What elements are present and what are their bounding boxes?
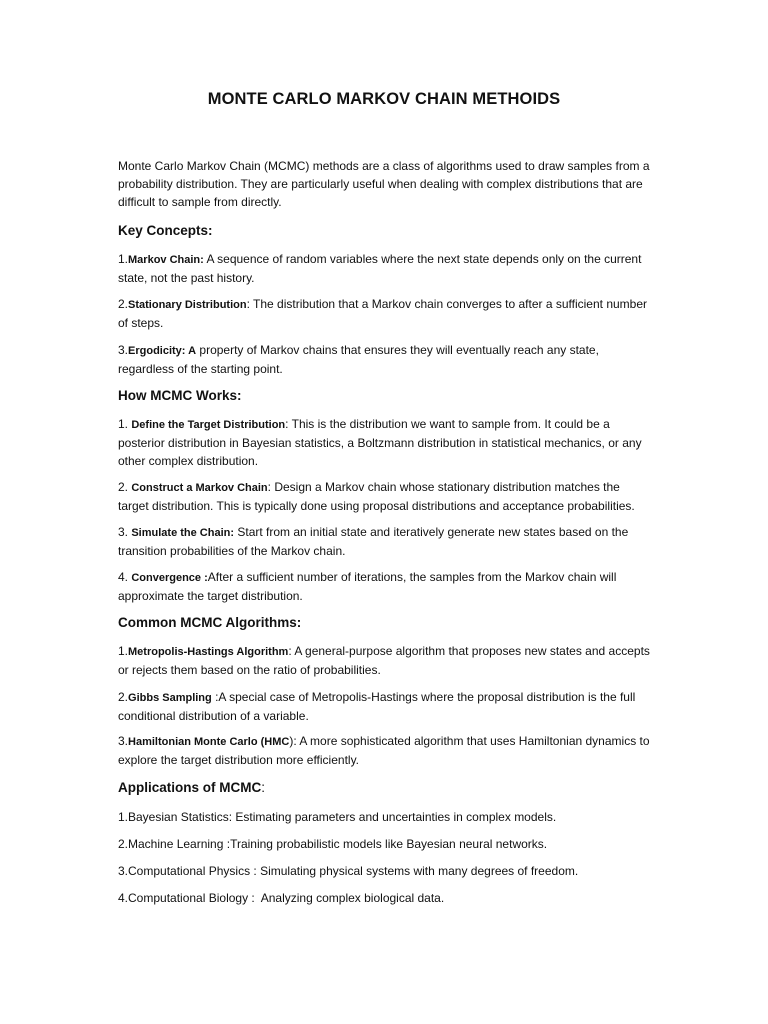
item-text: :A special case of Metropolis-Hastings where the proposal distribution is the full conditional distribution of a variable.: [118, 690, 636, 723]
key-concept-item: [118, 295, 652, 332]
application-item: 1.Bayesian Statistics: Estimating parameters and uncertainties in complex models.: [118, 810, 557, 824]
item-text: ): A more sophisticated algorithm that uses Hamiltonian dynamics to explore the target distribution more efficiently.: [118, 734, 650, 767]
item-number: 2.: [118, 690, 129, 704]
application-item: 2.Machine Learning :Training probabilistic models like Bayesian neural networks.: [118, 837, 548, 851]
item-number: 1.: [118, 644, 129, 658]
how-works-item: [118, 523, 652, 560]
item-term: Construct a Markov Chain: [131, 482, 268, 494]
item-text: Start from an initial state and iteratively generate new states based on the transition probabilities of the Markov chain.: [118, 525, 629, 558]
applications-heading: [118, 780, 265, 795]
item-number: 3.: [118, 525, 132, 539]
how-mcmc-works-heading: How MCMC Works:: [118, 388, 242, 403]
item-term: Markov Chain:: [128, 254, 204, 266]
intro-paragraph: Monte Carlo Markov Chain (MCMC) methods are a class of algorithms used to draw samples from a probability distribution. They are particularly useful when dealing with complex distributions that are difficult to sample from directly.: [118, 159, 650, 209]
item-text: : The distribution that a Markov chain converges to after a sufficient number of steps.: [118, 297, 648, 330]
how-works-item: [118, 415, 652, 470]
item-text: After a sufficient number of iterations, the samples from the Markov chain will approximate the target distribution.: [118, 570, 617, 603]
item-text: A sequence of random variables where the next state depends only on the current state, not the past history.: [118, 252, 642, 285]
item-term: Hamiltonian Monte Carlo (HMC: [128, 736, 290, 748]
item-number: 2.: [118, 297, 129, 311]
item-term: Stationary Distribution: [128, 299, 247, 311]
item-number: 1.: [118, 252, 129, 266]
key-concepts-heading: Key Concepts:: [118, 223, 213, 238]
application-item: 4.Computational Biology : Analyzing complex biological data.: [118, 891, 445, 905]
application-item: 3.Computational Physics : Simulating physical systems with many degrees of freedom.: [118, 864, 579, 878]
item-term: Simulate the Chain:: [131, 527, 235, 539]
item-term: Convergence :: [131, 572, 208, 584]
algorithm-item: [118, 642, 652, 679]
how-works-item: [118, 478, 652, 515]
item-text: : A general-purpose algorithm that proposes new states and accepts or rejects them based on the ratio of probabilities.: [118, 644, 650, 677]
algorithm-item: [118, 688, 652, 725]
item-term: Metropolis-Hastings Algorithm: [128, 646, 289, 658]
algorithms-heading: Common MCMC Algorithms:: [118, 615, 302, 630]
applications-heading-colon: :: [261, 780, 266, 795]
item-number: 1.: [118, 417, 132, 431]
item-text: : This is the distribution we want to sample from. It could be a posterior distribution in Bayesian statistics, a Boltzmann distribution in statistical mechanics, or any other complex distribution.: [118, 417, 642, 468]
item-number: 3.: [118, 343, 129, 357]
item-number: 2.: [118, 480, 132, 494]
algorithm-item: [118, 732, 652, 769]
item-term: Gibbs Sampling: [128, 692, 212, 704]
document-title: MONTE CARLO MARKOV CHAIN METHOIDS: [207, 90, 561, 108]
item-text: : Design a Markov chain whose stationary distribution matches the target distribution. This is typically done using proposal distributions and acceptance probabilities.: [118, 480, 635, 513]
item-number: 4.: [118, 570, 132, 584]
item-term: Ergodicity: A: [128, 345, 197, 357]
key-concept-item: [118, 341, 652, 378]
item-text: property of Markov chains that ensures they will eventually reach any state, regardless of the starting point.: [118, 343, 599, 376]
item-number: 3.: [118, 734, 129, 748]
key-concept-item: [118, 250, 652, 287]
how-works-item: [118, 568, 652, 605]
item-term: Define the Target Distribution: [131, 419, 286, 431]
applications-heading-text: Applications of MCMC: [118, 780, 262, 795]
